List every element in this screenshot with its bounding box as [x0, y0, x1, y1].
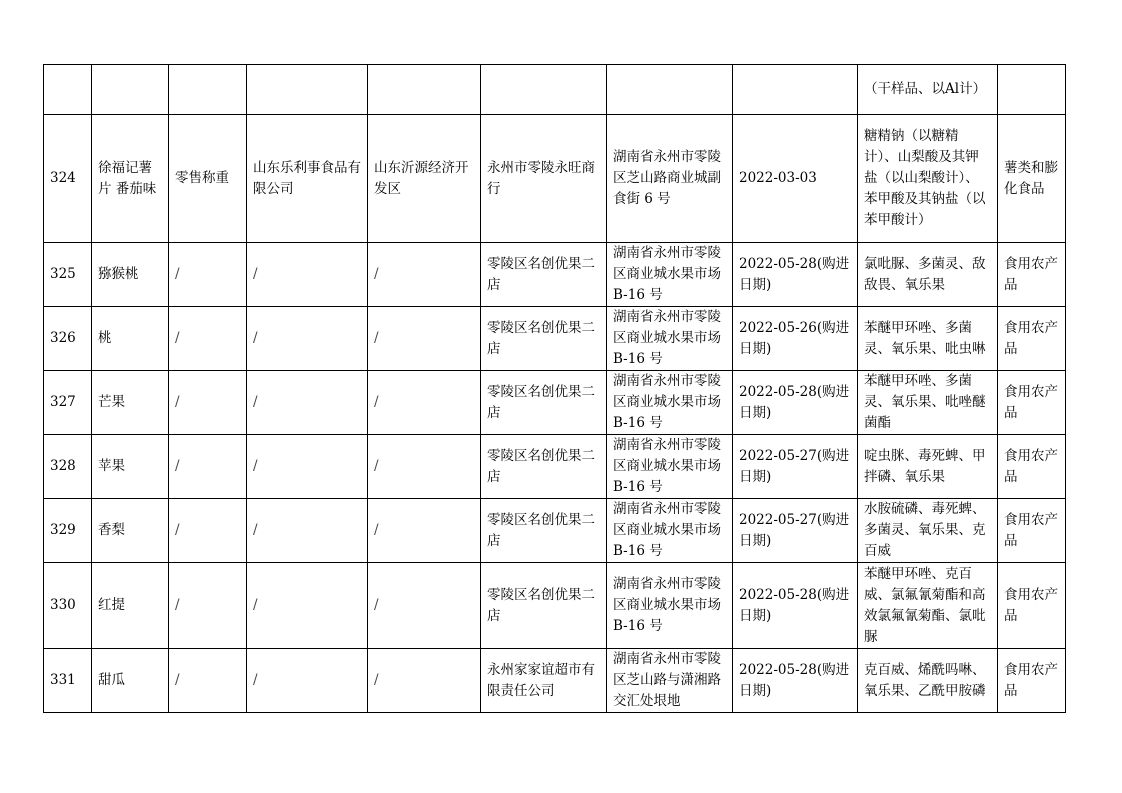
- cell-category: 食用农产品: [998, 307, 1066, 371]
- cell-spec: /: [169, 371, 247, 435]
- sampling-results-table: [43, 64, 1066, 713]
- cell-name: 芒果: [92, 371, 169, 435]
- cell-seller: 零陵区名创优果二店: [481, 307, 607, 371]
- cell-seller-addr: 湖南省永州市零陵区商业城水果市场 B-16 号: [607, 435, 733, 499]
- cell-spec: /: [169, 307, 247, 371]
- cell-seller-addr: 湖南省永州市零陵区商业城水果市场 B-16 号: [607, 307, 733, 371]
- cell-category: 食用农产品: [998, 649, 1066, 713]
- cell-maker: /: [247, 499, 368, 563]
- cell-spec: /: [169, 243, 247, 307]
- cell-maker-addr: /: [368, 563, 481, 649]
- table-row: [44, 115, 1066, 243]
- cell-maker: /: [247, 649, 368, 713]
- cell-seller-addr: 湖南省永州市零陵区芝山路与潇湘路交汇处垠地: [607, 649, 733, 713]
- cell-id: [44, 65, 92, 115]
- cell-date: [733, 65, 858, 115]
- cell-date: 2022-03-03: [733, 115, 858, 243]
- cell-id: 324: [44, 115, 92, 243]
- cell-seller-addr: 湖南省永州市零陵区商业城水果市场 B-16 号: [607, 371, 733, 435]
- cell-category: [998, 65, 1066, 115]
- cell-maker-addr: /: [368, 499, 481, 563]
- cell-maker: /: [247, 435, 368, 499]
- cell-test-items: 苯醚甲环唑、多菌灵、氧乐果、吡虫啉: [858, 307, 998, 371]
- cell-seller: 零陵区名创优果二店: [481, 243, 607, 307]
- cell-id: 331: [44, 649, 92, 713]
- cell-id: 328: [44, 435, 92, 499]
- cell-maker: /: [247, 563, 368, 649]
- cell-name: 苹果: [92, 435, 169, 499]
- cell-maker: 山东乐利事食品有限公司: [247, 115, 368, 243]
- cell-date: 2022-05-27(购进日期): [733, 435, 858, 499]
- cell-seller: 零陵区名创优果二店: [481, 371, 607, 435]
- cell-name: 徐福记薯片 番茄味: [92, 115, 169, 243]
- cell-maker: /: [247, 243, 368, 307]
- cell-seller: 永州市零陵永旺商行: [481, 115, 607, 243]
- cell-spec: [169, 65, 247, 115]
- cell-test-items: 克百威、烯酰吗啉、氧乐果、乙酰甲胺磷: [858, 649, 998, 713]
- table-row: [44, 649, 1066, 713]
- cell-date: 2022-05-28(购进日期): [733, 563, 858, 649]
- cell-seller-addr: 湖南省永州市零陵区商业城水果市场 B-16 号: [607, 243, 733, 307]
- cell-seller: 零陵区名创优果二店: [481, 435, 607, 499]
- cell-seller-addr: 湖南省永州市零陵区商业城水果市场 B-16 号: [607, 499, 733, 563]
- cell-name: 红提: [92, 563, 169, 649]
- cell-name: [92, 65, 169, 115]
- cell-maker: /: [247, 371, 368, 435]
- cell-test-items: 啶虫脒、毒死蜱、甲拌磷、氧乐果: [858, 435, 998, 499]
- cell-name: 香梨: [92, 499, 169, 563]
- cell-seller: 永州家家谊超市有限责任公司: [481, 649, 607, 713]
- cell-test-items: 苯醚甲环唑、克百威、氯氟氰菊酯和高效氯氟氰菊酯、氯吡脲: [858, 563, 998, 649]
- cell-seller-addr: 湖南省永州市零陵区商业城水果市场 B-16 号: [607, 563, 733, 649]
- cell-spec: /: [169, 499, 247, 563]
- cell-spec: /: [169, 563, 247, 649]
- cell-test-items: 糖精钠（以糖精计）、山梨酸及其钾盐（以山梨酸计）、苯甲酸及其钠盐（以苯甲酸计）: [858, 115, 998, 243]
- cell-maker-addr: 山东沂源经济开发区: [368, 115, 481, 243]
- cell-date: 2022-05-27(购进日期): [733, 499, 858, 563]
- cell-name: 甜瓜: [92, 649, 169, 713]
- cell-id: 327: [44, 371, 92, 435]
- cell-name: 猕猴桃: [92, 243, 169, 307]
- cell-test-items: （干样品、以Al计）: [858, 65, 998, 115]
- cell-category: 食用农产品: [998, 243, 1066, 307]
- cell-maker-addr: /: [368, 649, 481, 713]
- cell-seller: [481, 65, 607, 115]
- cell-seller: 零陵区名创优果二店: [481, 499, 607, 563]
- cell-name: 桃: [92, 307, 169, 371]
- cell-id: 326: [44, 307, 92, 371]
- cell-id: 329: [44, 499, 92, 563]
- cell-id: 325: [44, 243, 92, 307]
- cell-date: 2022-05-26(购进日期): [733, 307, 858, 371]
- table-row: [44, 435, 1066, 499]
- cell-id: 330: [44, 563, 92, 649]
- cell-date: 2022-05-28(购进日期): [733, 649, 858, 713]
- cell-seller-addr: [607, 65, 733, 115]
- cell-spec: /: [169, 435, 247, 499]
- cell-category: 薯类和膨化食品: [998, 115, 1066, 243]
- cell-test-items: 水胺硫磷、毒死蜱、多菌灵、氧乐果、克百威: [858, 499, 998, 563]
- cell-category: 食用农产品: [998, 435, 1066, 499]
- cell-seller: 零陵区名创优果二店: [481, 563, 607, 649]
- cell-test-items: 苯醚甲环唑、多菌灵、氧乐果、吡唑醚菌酯: [858, 371, 998, 435]
- table-row: [44, 499, 1066, 563]
- cell-date: 2022-05-28(购进日期): [733, 371, 858, 435]
- table-row: [44, 371, 1066, 435]
- cell-category: 食用农产品: [998, 499, 1066, 563]
- cell-maker: /: [247, 307, 368, 371]
- table-row: [44, 65, 1066, 115]
- cell-seller-addr: 湖南省永州市零陵区芝山路商业城副食街 6 号: [607, 115, 733, 243]
- cell-spec: /: [169, 649, 247, 713]
- cell-category: 食用农产品: [998, 563, 1066, 649]
- table-row: [44, 243, 1066, 307]
- cell-maker-addr: /: [368, 371, 481, 435]
- cell-test-items: 氯吡脲、多菌灵、敌敌畏、氧乐果: [858, 243, 998, 307]
- cell-maker: [247, 65, 368, 115]
- cell-maker-addr: /: [368, 243, 481, 307]
- table-row: [44, 307, 1066, 371]
- cell-date: 2022-05-28(购进日期): [733, 243, 858, 307]
- cell-spec: 零售称重: [169, 115, 247, 243]
- cell-maker-addr: /: [368, 435, 481, 499]
- table-row: [44, 563, 1066, 649]
- cell-maker-addr: /: [368, 307, 481, 371]
- cell-maker-addr: [368, 65, 481, 115]
- cell-category: 食用农产品: [998, 371, 1066, 435]
